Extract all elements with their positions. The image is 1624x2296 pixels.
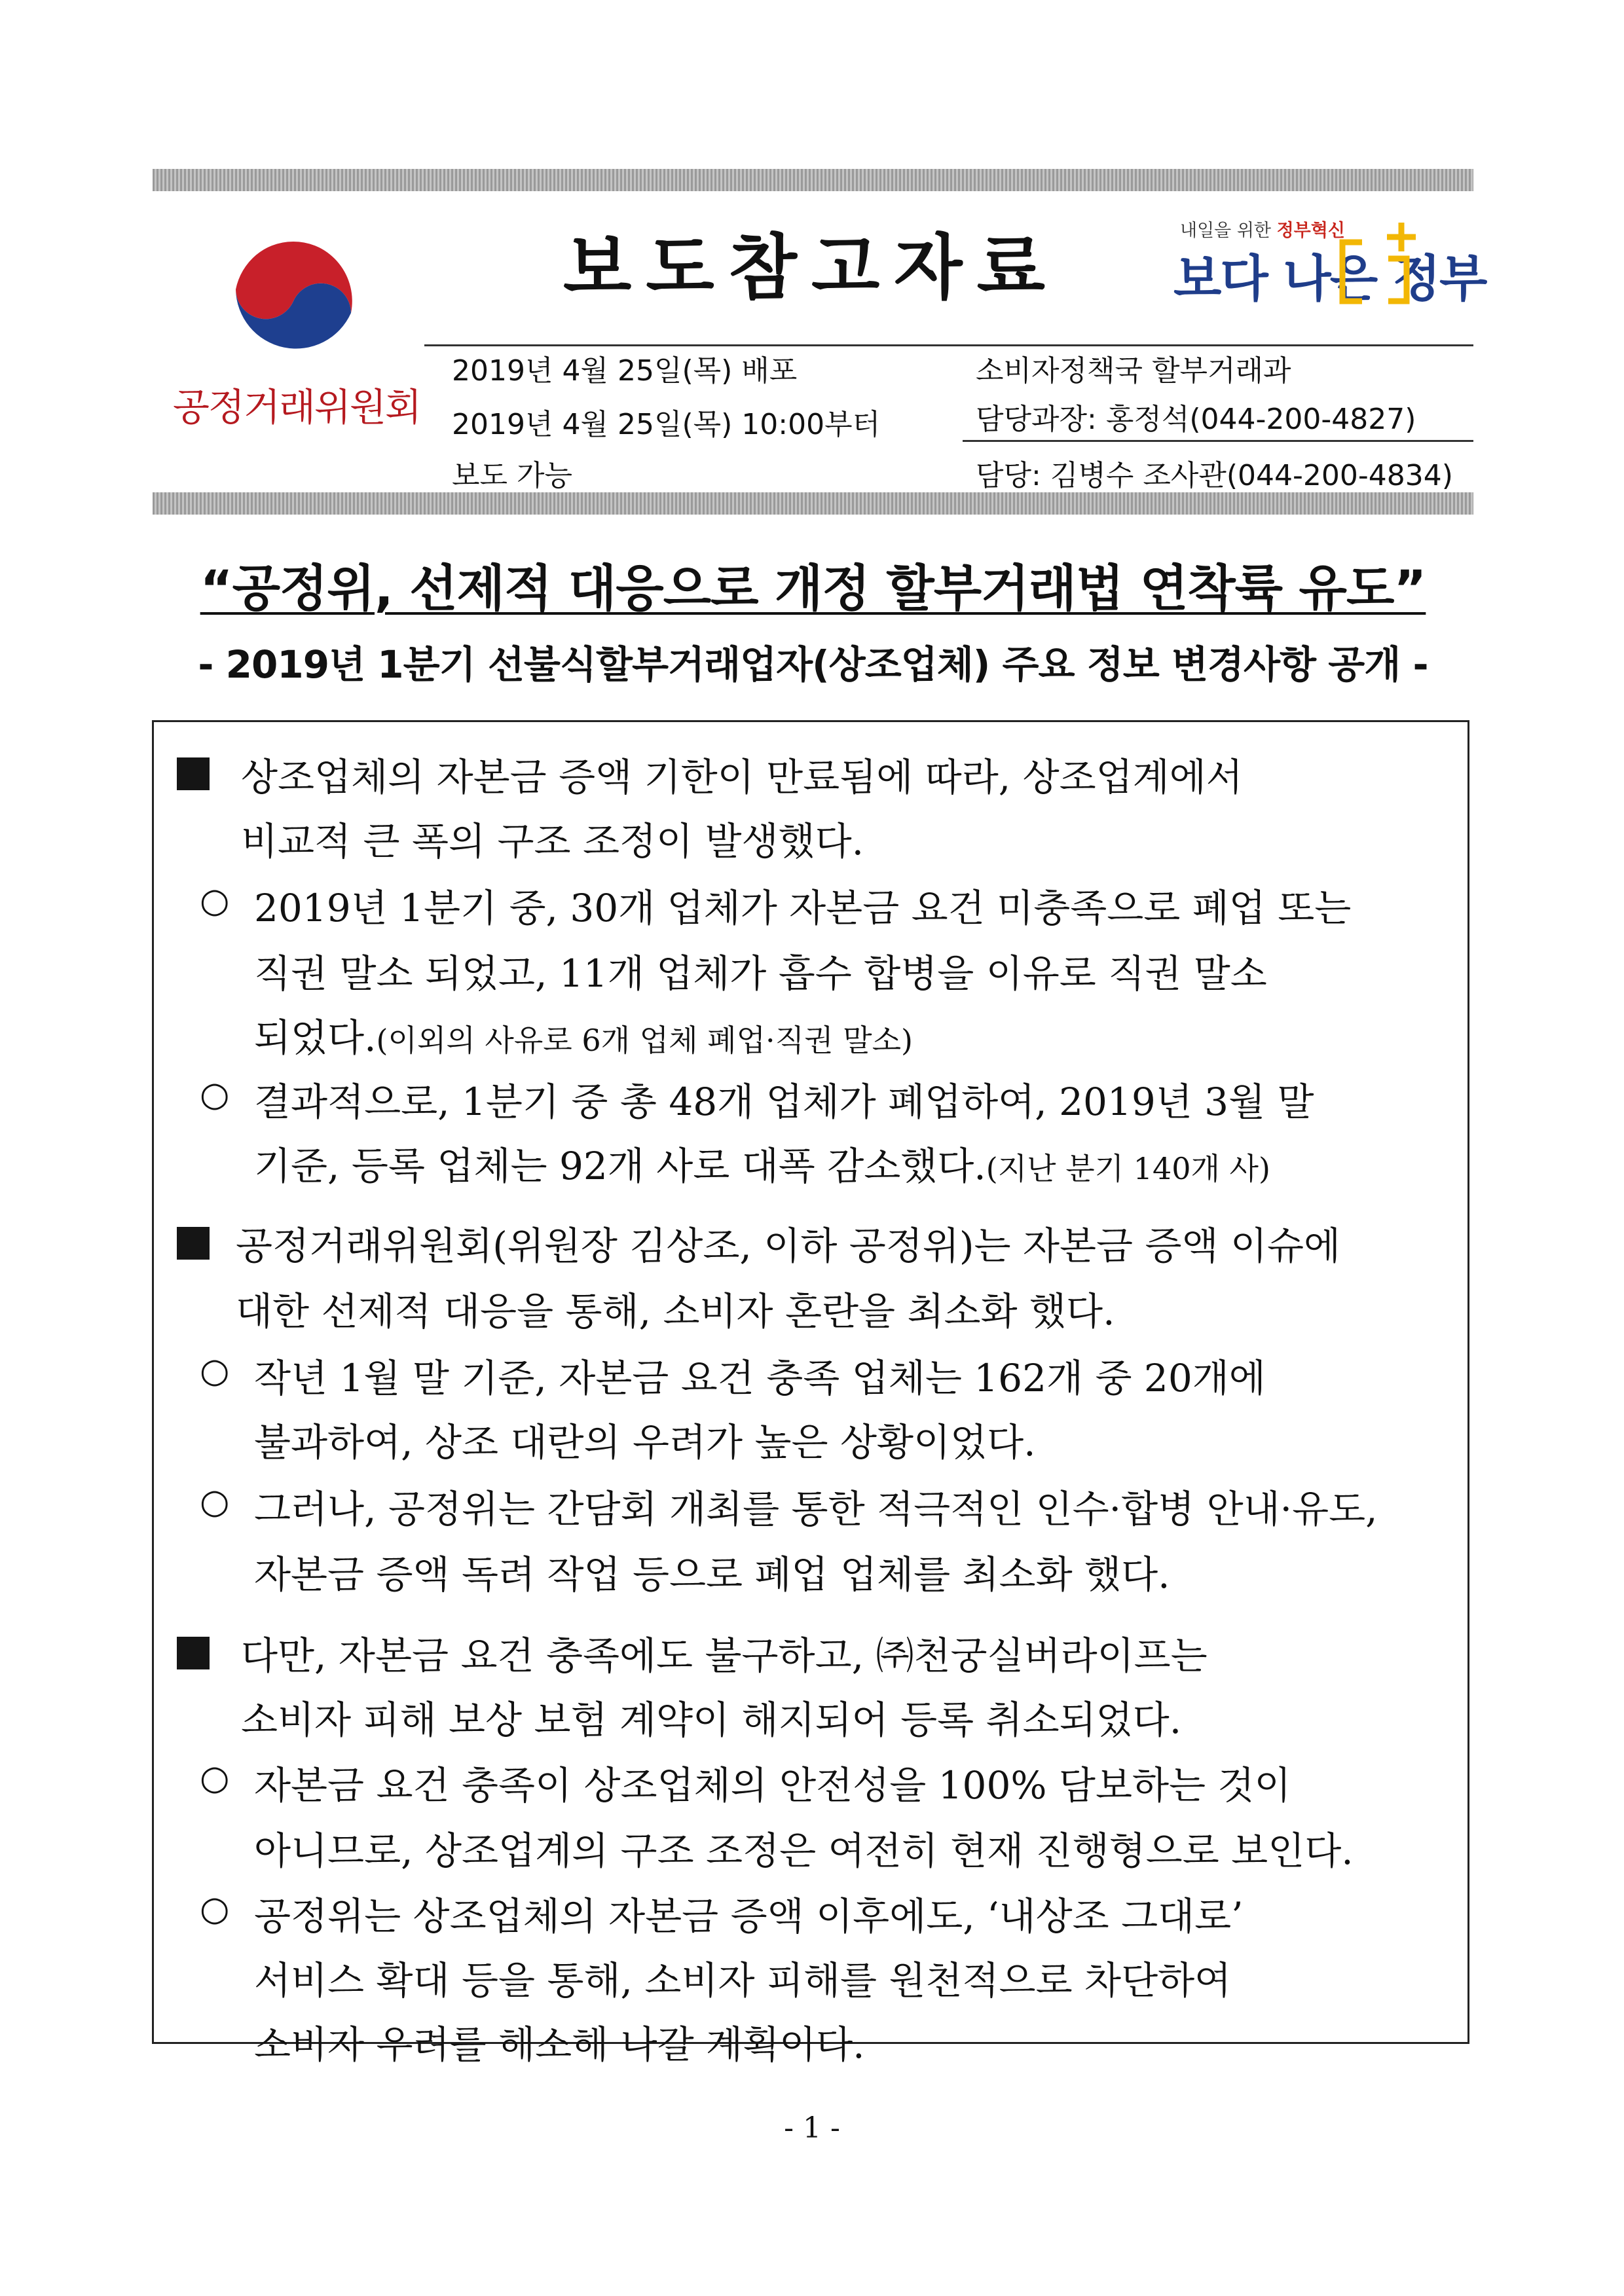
bullet-circle-icon: ○ — [200, 881, 230, 920]
officer-contact: 담당: 김병수 조사관(044-200-4834) — [976, 459, 1453, 492]
section-2-lead-2: 대한 선제적 대응을 통해, 소비자 혼란을 최소화 했다. — [236, 1289, 1115, 1334]
s1-b1-line-3 — [254, 1007, 913, 1062]
subheadline: - 2019년 1분기 선불식할부거래업자(상조업체) 주요 정보 변경사항 공개 - — [198, 642, 1428, 687]
s1-b1-line-2: 직권 말소 되었고, 11개 업체가 흡수 합병을 이유로 직권 말소 — [254, 951, 1267, 996]
headline — [153, 549, 1473, 620]
s1-b2-tail: 기준, 등록 업체는 92개 사로 대폭 감소했다. — [254, 1144, 986, 1188]
s2-b2-line-1: 그러나, 공정위는 간담회 개최를 통한 적극적인 인수·합병 안내·유도, — [254, 1487, 1378, 1531]
embargo-line-2: 보도 가능 — [452, 459, 573, 492]
s3-b2-line-1: 공정위는 상조업체의 자본금 증액 이후에도, ‘내상조 그대로’ — [254, 1894, 1244, 1939]
s1-b1-tail-note: (이외의 사유로 6개 업체 폐업·직권 말소) — [376, 1023, 913, 1058]
section-3-lead-1: 다만, 자본금 요건 충족에도 불구하고, ㈜천궁실버라이프는 — [241, 1633, 1208, 1678]
page-number: - 1 - — [784, 2111, 840, 2145]
s1-b2-line-2 — [254, 1135, 1270, 1190]
bullet-circle-icon: ○ — [200, 1482, 230, 1522]
s2-b1-line-1: 작년 1월 말 기준, 자본금 요건 충족 업체는 162개 중 20개에 — [254, 1356, 1266, 1400]
s1-b1-tail: 되었다. — [254, 1015, 377, 1060]
header-bottom-band — [153, 492, 1473, 515]
meta-rule-right — [963, 440, 1473, 442]
gov-slogan-main: 보다 나은 정부 — [1173, 249, 1486, 308]
section-marker-2 — [177, 1227, 210, 1260]
gov-slogan-prefix: 내일을 위한 — [1180, 221, 1271, 241]
department: 소비자정책국 할부거래과 — [976, 354, 1291, 388]
ftc-seal-icon — [228, 236, 359, 367]
gov-slogan-small — [1180, 216, 1345, 242]
director-contact: 담당과장: 홍정석(044-200-4827) — [976, 403, 1416, 436]
s1-b1-line-1: 2019년 1분기 중, 30개 업체가 자본금 요건 미충족으로 폐업 또는 — [254, 886, 1352, 930]
section-2-lead-1: 공정거래위원회(위원장 김상조, 이하 공정위)는 자본금 증액 이슈에 — [236, 1224, 1341, 1268]
section-3-lead-2: 소비자 피해 보상 보험 계약이 해지되어 등록 취소되었다. — [241, 1698, 1182, 1742]
doc-type-title: 보도참고자료 — [563, 227, 1060, 309]
header-top-band — [153, 169, 1473, 191]
s3-b2-line-2: 서비스 확대 등을 통해, 소비자 피해를 원천적으로 차단하여 — [254, 1958, 1232, 2003]
bullet-circle-icon: ○ — [200, 1889, 230, 1929]
gov-bracket-logo-icon — [1323, 223, 1421, 314]
bullet-circle-icon: ○ — [200, 1351, 230, 1391]
s1-b2-line-1: 결과적으로, 1분기 중 총 48개 업체가 폐업하여, 2019년 3월 말 — [254, 1080, 1314, 1124]
meta-rule-top — [424, 344, 1473, 346]
s2-b1-line-2: 불과하여, 상조 대란의 우려가 높은 상황이었다. — [254, 1420, 1036, 1465]
distribution-date: 2019년 4월 25일(목) 배포 — [452, 354, 798, 388]
headline-text: “공정위, 선제적 대응으로 개정 할부거래법 연착륙 유도” — [200, 559, 1426, 617]
section-1-lead-1: 상조업체의 자본금 증액 기한이 만료됨에 따라, 상조업계에서 — [241, 755, 1243, 799]
bullet-circle-icon: ○ — [200, 1758, 230, 1798]
bullet-circle-icon: ○ — [200, 1075, 230, 1114]
section-marker-1 — [177, 757, 210, 790]
gov-slogan-highlight: 정부혁신 — [1276, 221, 1345, 241]
s3-b1-line-2: 아니므로, 상조업계의 구조 조정은 여전히 현재 진행형으로 보인다. — [254, 1829, 1354, 1873]
section-marker-3 — [177, 1637, 210, 1669]
s3-b1-line-1: 자본금 요건 충족이 상조업체의 안전성을 100% 담보하는 것이 — [254, 1763, 1291, 1808]
embargo-line-1: 2019년 4월 25일(목) 10:00부터 — [452, 408, 881, 441]
agency-name: 공정거래위원회 — [172, 385, 421, 429]
s2-b2-line-2: 자본금 증액 독려 작업 등으로 폐업 업체를 최소화 했다. — [254, 1552, 1170, 1597]
section-1-lead-2: 비교적 큰 폭의 구조 조정이 발생했다. — [241, 819, 864, 864]
s3-b2-line-3: 소비자 우려를 해소해 나갈 계획이다. — [254, 2022, 865, 2067]
s1-b2-tail-note: (지난 분기 140개 사) — [986, 1151, 1270, 1186]
